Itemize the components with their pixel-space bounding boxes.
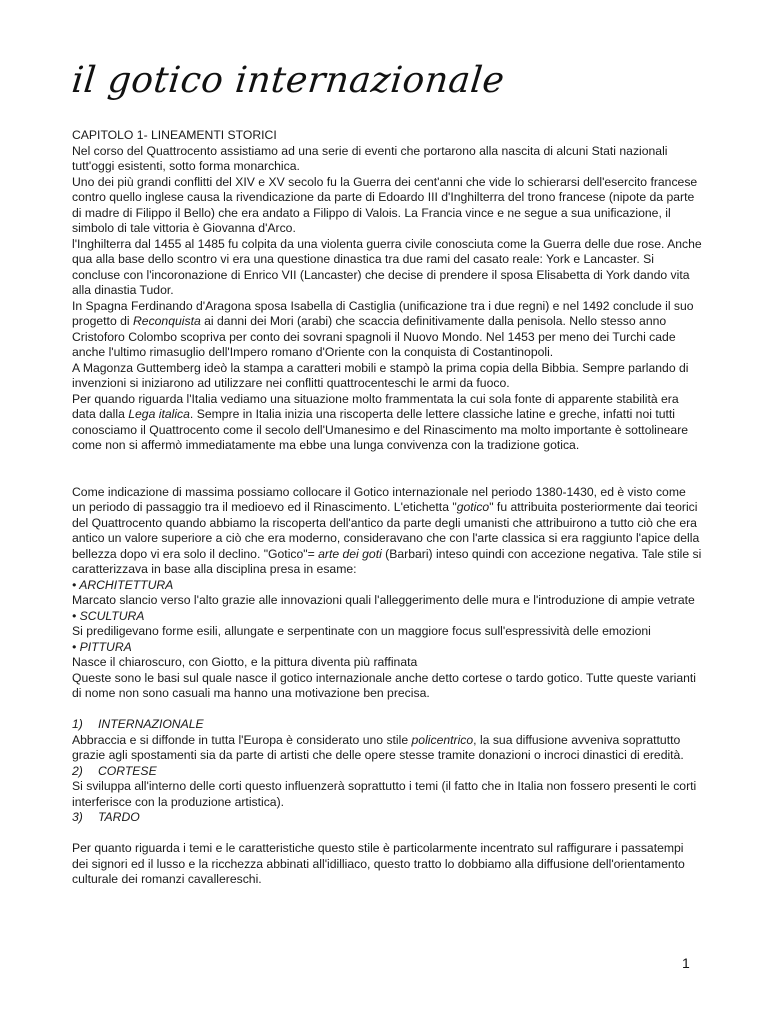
- paragraph: [72, 733, 702, 764]
- list-heading: INTERNAZIONALE: [98, 717, 204, 731]
- page-title: il gotico internazionale: [69, 60, 507, 101]
- spacer: [72, 826, 702, 842]
- paragraph: Uno dei più grandi conflitti del XIV e XV secolo fu la Guerra dei cent'anni che vide lo schierarsi dell'esercito francese contro quello inglese causa la rivendicazione da parte di Edoardo III d'Inghilterra del trono francese (nipote da parte di madre di Filippo il Bello) che era andato a Filippo di Valois. La Francia vince e ne segue a sua unificazione, il simbolo di tale vittoria è Giovanna d'Arco.: [72, 174, 698, 235]
- paragraph: Marcato slancio verso l'alto grazie alle innovazioni quali l'alleggerimento delle mura e l'introduzione di ampie vetrate: [72, 593, 695, 607]
- spacer: [72, 454, 702, 485]
- text-run: In Spagna Ferdinando d'Aragona sposa Isabella di Castiglia (unificazione tra i due regni) e nel 1492 conclude il suo progetto di: [72, 298, 694, 328]
- document-body: [72, 128, 702, 888]
- paragraph: [72, 485, 702, 578]
- paragraph: Si sviluppa all'interno delle corti questo influenzerà soprattutto i temi (il fatto che in Italia non fossero presenti le corti interferisce con la produzione artistica).: [72, 779, 697, 809]
- text-run: . Sempre in Italia inizia una riscoperta delle lettere classiche latine e greche, infatti noi tutti conosciamo il Quattrocento come il secolo dell'Umanesimo e del Rinascimento ma molto importante è sottolineare come non si affermò immediatamente ma ebbe una lunga convivenza con la tradizione gotica.: [72, 407, 689, 452]
- paragraph: l'Inghilterra dal 1455 al 1485 fu colpita da una violenta guerra civile conosciuta come la Guerra delle due rose. Anche qua alla base dello scontro vi era una questione dinastica tra due rami del casato reale: York e Lancaster. Si concluse con l'incoronazione di Enrico VII (Lancaster) che decise di prendere il sposa Elisabetta di York dando vita alla dinastia Tudor.: [72, 236, 702, 297]
- bullet-architettura: • ARCHITETTURA: [72, 577, 174, 592]
- text-run: Abbraccia e si diffonde in tutta l'Europa è considerato uno stile: [72, 732, 412, 747]
- text-run: (Barbari) inteso quindi con accezione negativa. Tale stile si caratterizzava in base alla disciplina presa in esame:: [72, 546, 702, 576]
- numbered-heading: [72, 764, 702, 780]
- text-run: Come indicazione di massima possiamo collocare il Gotico internazionale nel periodo 1380-1430, ed è visto come un periodo di passaggio tra il medioevo ed il Rinascimento. L'etichetta ": [72, 484, 686, 514]
- paragraph: [72, 392, 702, 454]
- chapter-heading: CAPITOLO 1- LINEAMENTI STORICI: [72, 128, 277, 142]
- paragraph: [72, 299, 702, 361]
- numbered-heading: [72, 717, 702, 733]
- text-run: , la sua diffusione avveniva soprattutto grazie agli spostamenti sia da parte di artisti che delle opere stesse tramite donazioni o incroci dinastici di eredità.: [72, 732, 684, 762]
- italic-term: policentrico: [411, 732, 474, 747]
- page-number: 1: [682, 955, 690, 971]
- text-run: " fu attribuita posteriormente dai teorici del Quattrocento quando abbiamo la riscoperta dell'antico da parte degli umanisti che attribuirono a tutto ciò che era antico un valore superiore a ciò che era moderno, consideravano che con l'arte classica si era raggiunto l'apice della bellezza dopo vi era solo il declino. "Gotico"=: [72, 500, 700, 561]
- bullet-pittura: • PITTURA: [72, 639, 132, 654]
- paragraph: A Magonza Guttemberg ideò la stampa a caratteri mobili e stampò la prima copia della Bibbia. Sempre parlando di invenzioni si iniziarono ad utilizzare nei conflitti quattrocenteschi le armi da fuoco.: [72, 360, 689, 390]
- paragraph: Per quanto riguarda i temi e le caratteristiche questo stile è particolarmente incentrato sul raffigurare i passatempi dei signori ed il lusso e la ricchezza abbinati all'idilliaco, questo tratto lo dobbiamo alla diffusione dell'orientamento culturale dei romanzi cavallereschi.: [72, 841, 685, 886]
- paragraph: Nasce il chiaroscuro, con Giotto, e la pittura diventa più raffinata: [72, 655, 418, 669]
- paragraph: Queste sono le basi sul quale nasce il gotico internazionale anche detto cortese o tardo gotico. Tutte queste varianti di nome non sono casuali ma hanno una motivazione ben precisa.: [72, 670, 696, 700]
- italic-term: arte dei goti: [318, 546, 382, 561]
- text-run: Per quando riguarda l'Italia vediamo una situazione molto frammentata la cui sola fonte di apparente stabilità era data dalla: [72, 391, 679, 421]
- italic-term: Reconquista: [132, 314, 201, 328]
- list-number: 3): [72, 810, 83, 824]
- italic-term: Lega italica: [128, 407, 190, 421]
- paragraph: Si prediligevano forme esili, allungate e serpentinate con un maggiore focus sull'espressività delle emozioni: [72, 624, 651, 638]
- list-number: 2): [72, 763, 83, 778]
- bullet-scultura: • SCULTURA: [72, 608, 145, 623]
- text-run: ai danni dei Mori (arabi) che scaccia definitivamente dalla penisola. Nello stesso anno Cristoforo Colombo scopriva per conto dei sovrani spagnoli il Nuovo Mondo. Nel 1453 per meno dei Turchi cade anche l'ultimo rimasuglio dell'Impero romano d'Oriente con la conquista di Costantinopoli.: [72, 314, 676, 359]
- list-number: 1): [72, 717, 83, 731]
- italic-term: gotico: [456, 500, 490, 514]
- spacer: [72, 702, 702, 718]
- numbered-heading: [72, 810, 702, 826]
- paragraph: Nel corso del Quattrocento assistiamo ad una serie di eventi che portarono alla nascita di alcuni Stati nazionali tutt'oggi esistenti, sotto forma monarchica.: [72, 143, 668, 173]
- list-heading: CORTESE: [98, 763, 157, 778]
- list-heading: TARDO: [98, 810, 140, 824]
